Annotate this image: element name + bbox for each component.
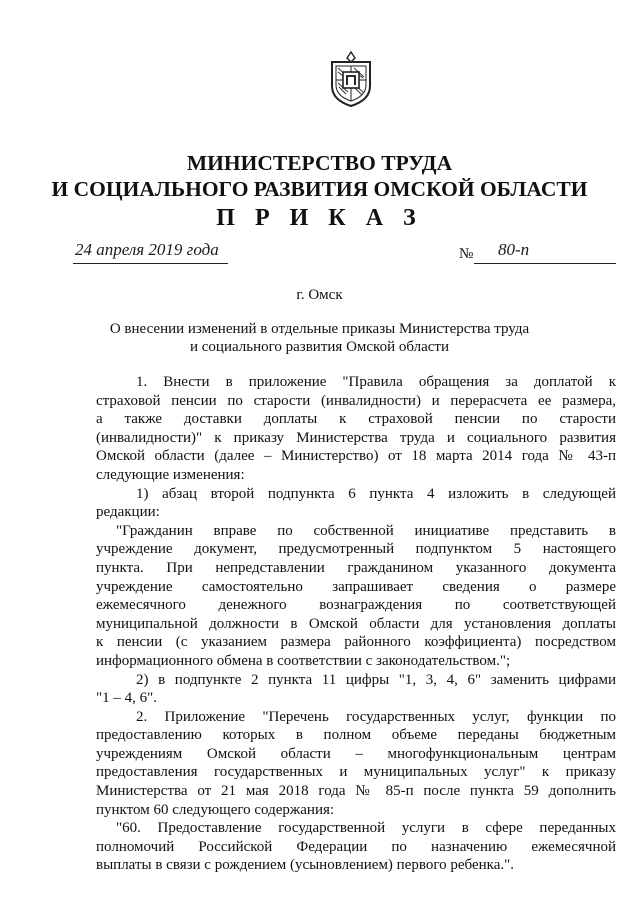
number-label: № (459, 246, 474, 262)
body-line: информационного обмена в соответствии с законодательством."; (96, 652, 511, 669)
order-body (96, 373, 616, 875)
order-subject (0, 320, 639, 356)
document-type-title: П Р И К А З (216, 205, 423, 231)
body-line: 1) абзац второй подпункта 6 пункта 4 изложить в следующей (136, 485, 616, 502)
date-underline (73, 263, 228, 264)
ministry-name (0, 150, 639, 202)
body-line: 2) в подпункте 2 пункта 11 цифры "1, 3, 4, 6" заменить цифрами (136, 671, 616, 688)
city-name: г. Омск (296, 287, 343, 303)
body-line: (инвалидности)" к приказу Министерства труда и социального развития (96, 429, 616, 446)
omsk-coat-of-arms-icon (328, 50, 374, 108)
body-line: страховой пенсии по старости (инвалидности) и перерасчета ее размера, (96, 392, 616, 409)
body-line: муниципальной должности в Омской области для установления доплаты (96, 615, 616, 632)
body-line: следующие изменения: (96, 466, 245, 483)
body-line: редакции: (96, 504, 160, 521)
body-line: Омской области (далее – Министерство) от 18 марта 2014 года № 43-п (96, 448, 616, 465)
body-line: учреждениям Омской области – многофункциональным центрам (96, 745, 616, 762)
body-line: учреждение самостоятельно запрашивает сведения о размере (96, 578, 616, 595)
handwritten-number: 80-п (498, 240, 530, 259)
body-line: предоставлению которых в полном объеме переданы бюджетным (96, 727, 616, 744)
body-line: ежемесячного денежного вознаграждения по соответствующей (96, 597, 616, 614)
body-line: 2. Приложение "Перечень государственных услуг, функции по (136, 708, 616, 725)
subject-line2: и социального развития Омской области (189, 339, 449, 355)
number-field (474, 240, 616, 264)
ministry-name-line1: МИНИСТЕРСТВО ТРУДА (186, 151, 453, 175)
body-line: пункта. При непредставлении гражданином указанного документа (96, 559, 616, 576)
body-line: а также доставки доплаты к страховой пенсии по старости (96, 411, 616, 428)
body-line: предоставления государственных и муниципальных услуг" к приказу (96, 764, 616, 781)
body-line: выплаты в связи с рождением (усыновлением) первого ребенка.". (96, 857, 514, 874)
body-line: полномочий Российской Федерации по назначению ежемесячной (96, 838, 616, 855)
subject-line1: О внесении изменений в отдельные приказы Министерства труда (109, 321, 530, 337)
ministry-name-line2: И СОЦИАЛЬНОГО РАЗВИТИЯ ОМСКОЙ ОБЛАСТИ (51, 177, 588, 201)
body-line: Министерства от 21 мая 2018 года № 85-п после пункта 59 дополнить (96, 783, 616, 800)
number-underline (474, 263, 616, 264)
body-line: пунктом 60 следующего содержания: (96, 801, 335, 818)
body-line: "60. Предоставление государственной услуги в сфере переданных (116, 820, 616, 837)
handwritten-date: 24 апреля 2019 года (75, 240, 219, 259)
date-field (73, 240, 228, 264)
body-line: учреждение документ, предусмотренный подпунктом 5 настоящего (96, 541, 616, 558)
body-line: к пенсии (с указанием размера районного коэффициента) посредством (96, 634, 616, 651)
body-line: 1. Внести в приложение "Правила обращения за доплатой к (136, 374, 616, 390)
body-line: "1 – 4, 6". (96, 690, 157, 707)
body-line: "Гражданин вправе по собственной инициативе представить в (116, 522, 616, 539)
